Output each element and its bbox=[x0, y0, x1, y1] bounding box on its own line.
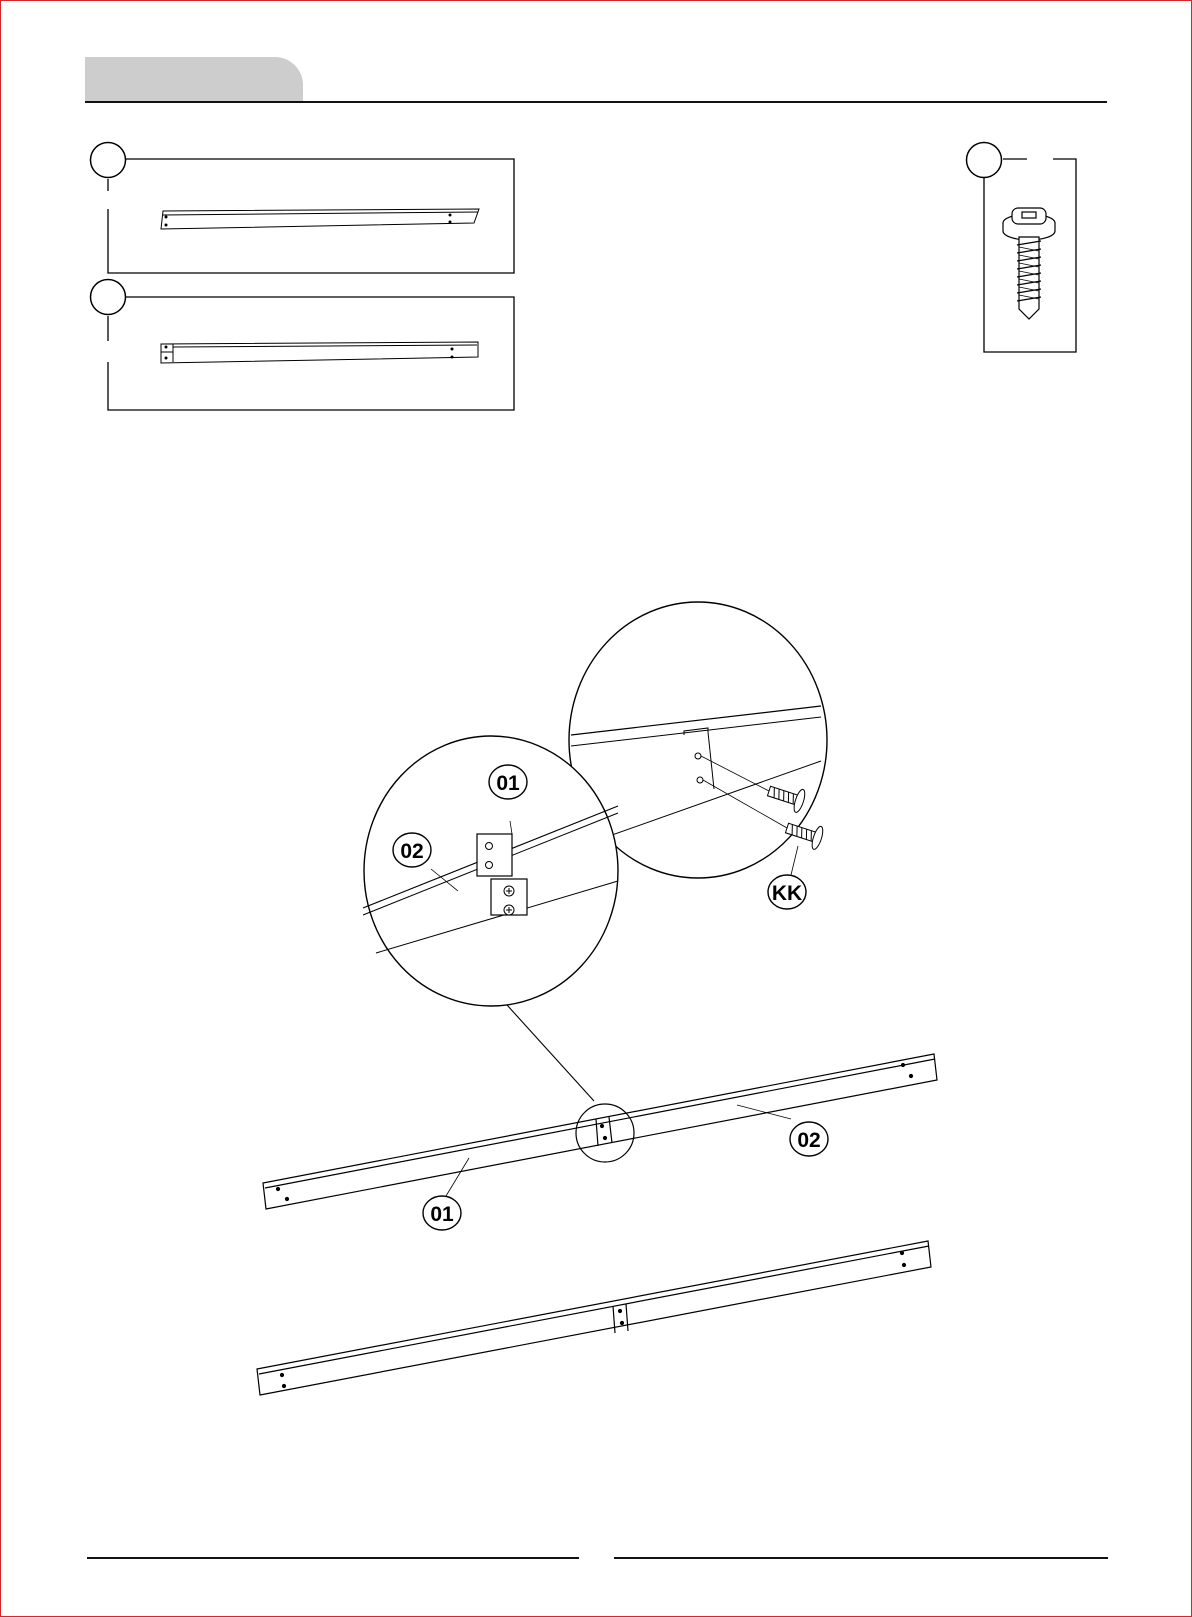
part-number-circle bbox=[91, 143, 126, 178]
svg-text:KK: KK bbox=[771, 882, 803, 905]
callout-detail-screw bbox=[768, 875, 806, 909]
callout-detail-rail bbox=[489, 765, 527, 799]
joint-detail-circle bbox=[576, 1104, 634, 1162]
parts-box-02 bbox=[91, 280, 515, 411]
svg-text:02: 02 bbox=[400, 840, 424, 863]
svg-text:02: 02 bbox=[797, 1129, 821, 1152]
part-01-rail-icon bbox=[161, 209, 479, 229]
svg-text:01: 01 bbox=[430, 1203, 454, 1226]
part-02-rail-icon bbox=[161, 342, 478, 363]
callout-rail-left bbox=[423, 1196, 461, 1230]
rail-assembly-upper bbox=[263, 1054, 937, 1209]
screw-icon bbox=[1003, 208, 1055, 319]
assembly-illustration bbox=[1, 1, 1191, 1616]
hardware-box bbox=[967, 143, 1077, 353]
hardware-number-circle bbox=[967, 143, 1002, 178]
svg-text:01: 01 bbox=[496, 772, 520, 795]
parts-box-01 bbox=[91, 143, 515, 274]
rail-assembly-lower bbox=[257, 1241, 931, 1395]
callout-detail-bracket bbox=[393, 833, 431, 867]
footer-rule-left bbox=[87, 1557, 579, 1559]
callout-rail-right bbox=[790, 1122, 828, 1156]
part-number-circle bbox=[91, 280, 126, 315]
footer-rule-right bbox=[614, 1557, 1108, 1559]
